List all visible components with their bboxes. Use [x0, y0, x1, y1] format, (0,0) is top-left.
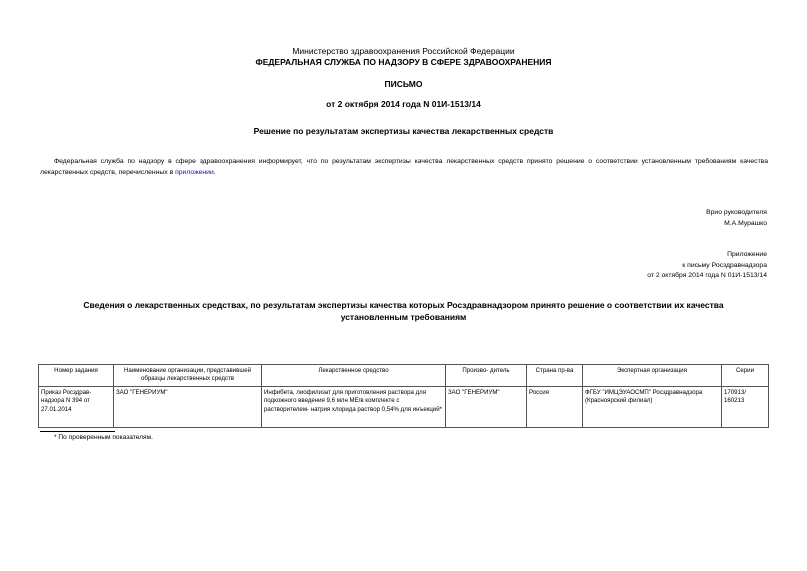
- body-paragraph: [40, 156, 768, 178]
- document-type: ПИСЬМО: [384, 79, 423, 89]
- table-header-row: [39, 365, 769, 387]
- table-cell: Инфибета, лиофилизат для приготовления раствора для подкожного введения 9,6 млн МЕ/в комплекте с растворителем- натрия хлорида раствор 0,54% для инъекций*: [262, 386, 446, 427]
- signature-name: М.А.Мурашко: [724, 219, 767, 227]
- table-cell: Приказ Росздрав- надзора N 394 от 27.01.2014: [39, 386, 114, 427]
- appendix-line-1: Приложение: [727, 251, 767, 258]
- table-cell: 170913/ 160213: [722, 386, 769, 427]
- table-row: [39, 386, 769, 427]
- appendix-heading: Сведения о лекарственных средствах, по результатам экспертизы качества которых Росздравнадзором принято решение о соответствии их качества установленным требованиям: [83, 300, 724, 322]
- appendix-line-3: от 2 октября 2014 года N 01И-1513/14: [647, 272, 767, 279]
- appendix-caption: [647, 250, 767, 282]
- ministry-name: Министерство здравоохранения Российской Федерации: [292, 46, 515, 56]
- signature-position: Врио руководителя: [706, 209, 767, 216]
- column-header: Лекарственное средство: [262, 365, 446, 387]
- table-cell: ЗАО "ГЕНЕРИУМ": [446, 386, 527, 427]
- column-header: Номер задания: [39, 365, 114, 387]
- service-name: ФЕДЕРАЛЬНАЯ СЛУЖБА ПО НАДЗОРУ В СФЕРЕ ЗДРАВООХРАНЕНИЯ: [255, 57, 552, 67]
- column-header: Произво- дитель: [446, 365, 527, 387]
- table-cell: ФГБУ "ИМЦЭУАОСМП" Росздравнадзора (Красноярский филиал): [583, 386, 722, 427]
- column-header: Серии: [722, 365, 769, 387]
- document-subject: Решение по результатам экспертизы качества лекарственных средств: [253, 126, 554, 136]
- medicines-table: [38, 364, 769, 428]
- appendix-link[interactable]: приложении: [175, 169, 214, 176]
- document-date-number: от 2 октября 2014 года N 01И-1513/14: [326, 99, 481, 109]
- body-text-end: .: [213, 169, 216, 176]
- table-cell: Россия: [527, 386, 583, 427]
- footnote-divider: [40, 431, 115, 432]
- body-text-start: Федеральная служба по надзору в сфере здравоохранения информирует, что по результатам экспертизы качества лекарственных средств принято решение о соответствии установленным требованиям качества лекарственных средств, перечисленных в: [40, 158, 768, 176]
- column-header: Наименование организации, представившей образцы лекарственных средств: [114, 365, 262, 387]
- appendix-line-2: к письму Росздравнадзора: [682, 261, 767, 269]
- column-header: Страна пр-ва: [527, 365, 583, 387]
- signature-block: [706, 208, 767, 229]
- column-header: Экспертная организация: [583, 365, 722, 387]
- table-cell: ЗАО "ГЕНЕРИУМ": [114, 386, 262, 427]
- footnote: * По проверенным показателям.: [54, 434, 153, 441]
